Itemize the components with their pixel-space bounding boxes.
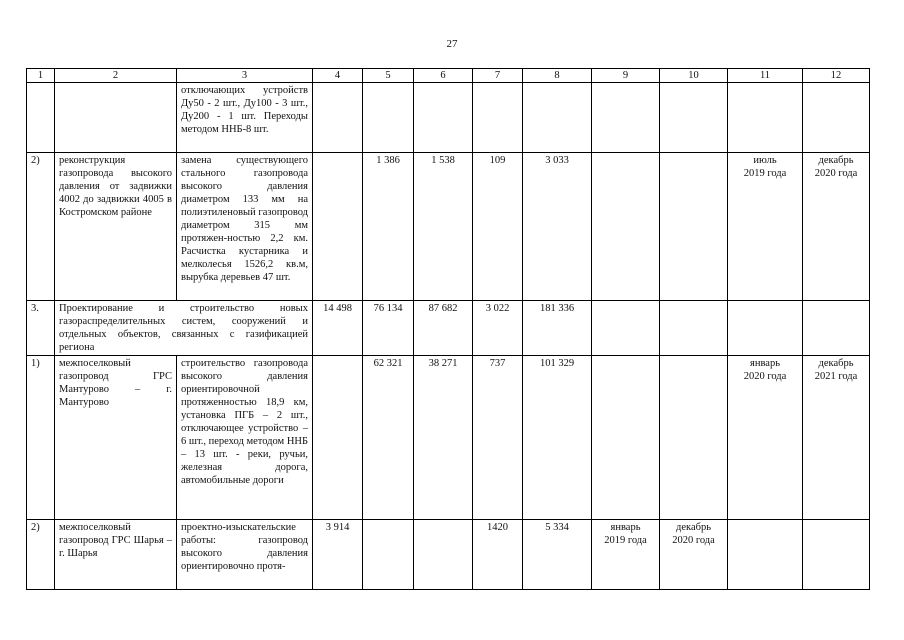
page-number: 27	[446, 38, 458, 50]
value-cell	[313, 83, 363, 153]
value-cell: 1 386	[363, 153, 414, 301]
value-cell: 1420	[473, 520, 523, 590]
item-number-cell: 2)	[27, 153, 55, 301]
value-cell: 38 271	[414, 356, 473, 520]
object-name-cell: межпоселковый газопровод ГРС Шарья – г. Шарья	[55, 520, 177, 590]
value-cell: 3 022	[473, 301, 523, 356]
section-number-cell: 3.	[27, 301, 55, 356]
work-description-cell: проектно-изыскательские работы: газопровод высокого давления ориентировочно протя-	[177, 520, 313, 590]
value-cell: 5 334	[523, 520, 592, 590]
end-date-cell: декабрь 2020 года	[660, 520, 728, 590]
work-description-cell: отключающих устройств Ду50 - 2 шт., Ду100 - 3 шт., Ду200 - 1 шт. Переходы методом ННБ-8 шт.	[177, 83, 313, 153]
object-name-cell: межпоселковый газопровод ГРС Мантурово – г. Мантурово	[55, 356, 177, 520]
value-cell: 62 321	[363, 356, 414, 520]
start-date-cell	[728, 301, 803, 356]
investment-table	[26, 68, 870, 590]
column-number: 5	[363, 69, 414, 83]
value-cell	[363, 83, 414, 153]
column-number: 2	[55, 69, 177, 83]
value-cell: 87 682	[414, 301, 473, 356]
table-row	[27, 83, 870, 153]
column-number: 8	[523, 69, 592, 83]
end-date-cell: декабрь 2021 года	[803, 356, 870, 520]
end-date-cell: декабрь 2020 года	[803, 153, 870, 301]
value-cell: 14 498	[313, 301, 363, 356]
value-cell: 3 033	[523, 153, 592, 301]
value-cell: 101 329	[523, 356, 592, 520]
start-date-cell	[592, 301, 660, 356]
section-title-cell: Проектирование и строительство новых газораспределительных систем, сооружений и отдельных объектов, связанных с газификацией региона	[55, 301, 313, 356]
value-cell	[313, 153, 363, 301]
column-number: 1	[27, 69, 55, 83]
value-cell: 737	[473, 356, 523, 520]
column-number: 4	[313, 69, 363, 83]
column-number: 12	[803, 69, 870, 83]
value-cell: 76 134	[363, 301, 414, 356]
column-number: 3	[177, 69, 313, 83]
item-number-cell	[27, 83, 55, 153]
table-row	[27, 153, 870, 301]
end-date-cell	[803, 520, 870, 590]
start-date-cell	[728, 520, 803, 590]
value-cell	[473, 83, 523, 153]
value-cell	[414, 83, 473, 153]
value-cell: 1 538	[414, 153, 473, 301]
work-description-cell: замена существующего стального газопровода высокого давления диаметром 133 мм на полиэтиленовый газопровод диаметром 315 мм протяжен-ностью 2,2 км. Расчистка кустарника и мелколесья 1526,2 кв.м, вырубка деревьев 47 шт.	[177, 153, 313, 301]
start-date-cell	[592, 153, 660, 301]
column-number: 11	[728, 69, 803, 83]
column-number-row	[27, 69, 870, 83]
start-date-cell: январь 2020 года	[728, 356, 803, 520]
object-name-cell	[55, 83, 177, 153]
end-date-cell	[803, 301, 870, 356]
end-date-cell	[660, 301, 728, 356]
item-number-cell: 1)	[27, 356, 55, 520]
end-date-cell	[803, 83, 870, 153]
table-row	[27, 520, 870, 590]
value-cell	[363, 520, 414, 590]
value-cell	[313, 356, 363, 520]
end-date-cell	[660, 356, 728, 520]
column-number: 9	[592, 69, 660, 83]
work-description-cell: строительство газопровода высокого давления ориентировочной протяженностью 18,9 км, установка ПГБ – 2 шт., отключающее устройство – 6 шт., переход методом ННБ – 13 шт. - реки, ручьи, железная дорога, автомобильные дороги	[177, 356, 313, 520]
item-number-cell: 2)	[27, 520, 55, 590]
section-row	[27, 301, 870, 356]
value-cell: 181 336	[523, 301, 592, 356]
end-date-cell	[660, 83, 728, 153]
start-date-cell: январь 2019 года	[592, 520, 660, 590]
start-date-cell: июль 2019 года	[728, 153, 803, 301]
start-date-cell	[592, 356, 660, 520]
value-cell: 109	[473, 153, 523, 301]
start-date-cell	[592, 83, 660, 153]
object-name-cell: реконструкция газопровода высокого давления от задвижки 4002 до задвижки 4005 в Костромском районе	[55, 153, 177, 301]
value-cell	[523, 83, 592, 153]
start-date-cell	[728, 83, 803, 153]
table-row	[27, 356, 870, 520]
column-number: 10	[660, 69, 728, 83]
value-cell: 3 914	[313, 520, 363, 590]
end-date-cell	[660, 153, 728, 301]
value-cell	[414, 520, 473, 590]
column-number: 6	[414, 69, 473, 83]
column-number: 7	[473, 69, 523, 83]
